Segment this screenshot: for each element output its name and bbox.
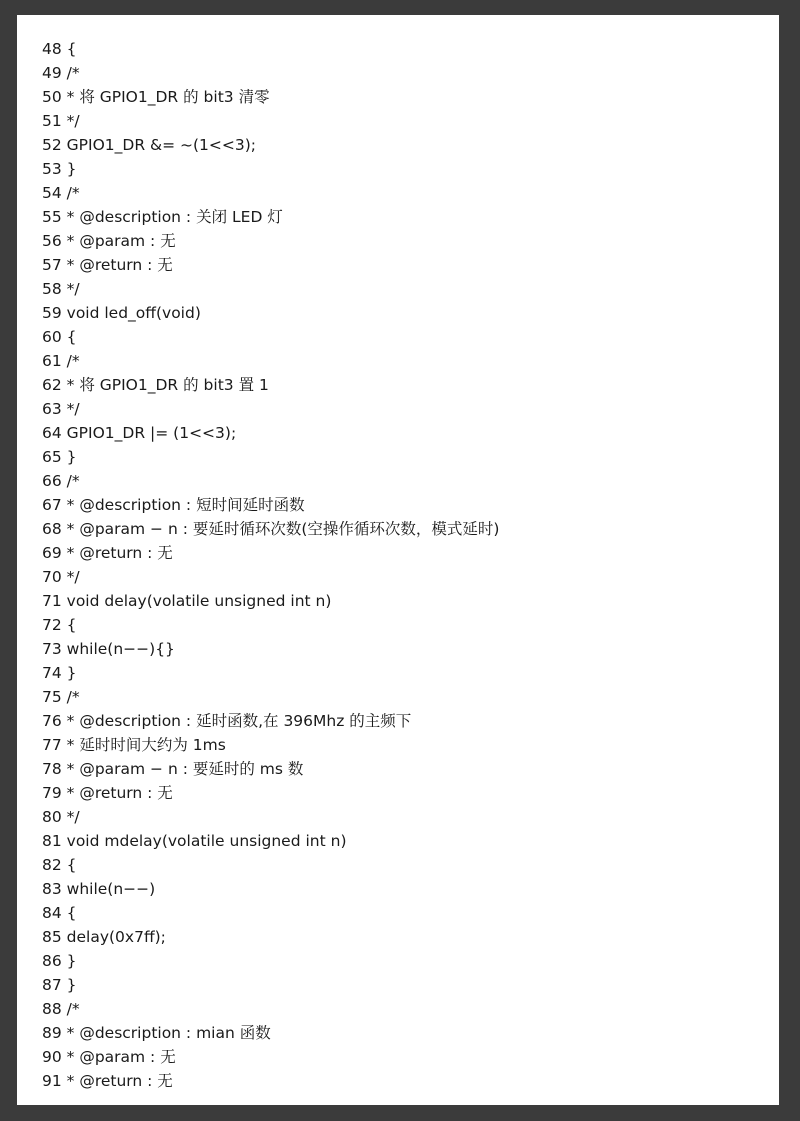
code-line: 69 * @return : 无 [42, 544, 173, 562]
code-line: 62 * 将 GPIO1_DR 的 bit3 置 1 [42, 376, 269, 394]
code-line: 49 /* [42, 64, 80, 82]
code-line: 56 * @param : 无 [42, 232, 176, 250]
code-line: 60 { [42, 328, 77, 346]
code-line: 65 } [42, 448, 77, 466]
code-line: 75 /* [42, 688, 80, 706]
code-line: 87 } [42, 976, 77, 994]
code-line: 50 * 将 GPIO1_DR 的 bit3 清零 [42, 88, 270, 106]
code-line: 55 * @description : 关闭 LED 灯 [42, 208, 283, 226]
code-line: 59 void led_off(void) [42, 304, 201, 322]
code-line: 83 while(n−−) [42, 880, 156, 898]
code-line: 85 delay(0x7ff); [42, 928, 166, 946]
code-line: 68 * @param − n : 要延时循环次数(空操作循环次数，模式延时) [42, 520, 500, 538]
code-line: 74 } [42, 664, 77, 682]
code-line: 57 * @return : 无 [42, 256, 173, 274]
code-line: 53 } [42, 160, 77, 178]
code-line: 52 GPIO1_DR &= ~(1<<3); [42, 136, 257, 154]
code-line: 64 GPIO1_DR |= (1<<3); [42, 424, 237, 442]
code-line: 84 { [42, 904, 77, 922]
code-line: 58 */ [42, 280, 80, 298]
code-line: 82 { [42, 856, 77, 874]
code-line: 77 * 延时时间大约为 1ms [42, 736, 226, 754]
code-line: 51 */ [42, 112, 80, 130]
code-line: 90 * @param : 无 [42, 1048, 176, 1066]
code-listing [42, 37, 762, 1093]
code-line: 67 * @description : 短时间延时函数 [42, 496, 305, 514]
code-line: 71 void delay(volatile unsigned int n) [42, 592, 332, 610]
code-line: 79 * @return : 无 [42, 784, 173, 802]
code-line: 70 */ [42, 568, 80, 586]
code-line: 48 { [42, 40, 77, 58]
code-line: 61 /* [42, 352, 80, 370]
code-line: 66 /* [42, 472, 80, 490]
code-line: 81 void mdelay(volatile unsigned int n) [42, 832, 347, 850]
code-line: 91 * @return : 无 [42, 1072, 173, 1090]
code-line: 89 * @description : mian 函数 [42, 1024, 271, 1042]
code-line: 88 /* [42, 1000, 80, 1018]
code-line: 73 while(n−−){} [42, 640, 175, 658]
code-line: 86 } [42, 952, 77, 970]
code-line: 72 { [42, 616, 77, 634]
code-line: 80 */ [42, 808, 80, 826]
document-page [17, 15, 779, 1105]
code-line: 76 * @description : 延时函数,在 396Mhz 的主频下 [42, 712, 412, 730]
code-line: 63 */ [42, 400, 80, 418]
code-line: 54 /* [42, 184, 80, 202]
code-line: 78 * @param − n : 要延时的 ms 数 [42, 760, 304, 778]
